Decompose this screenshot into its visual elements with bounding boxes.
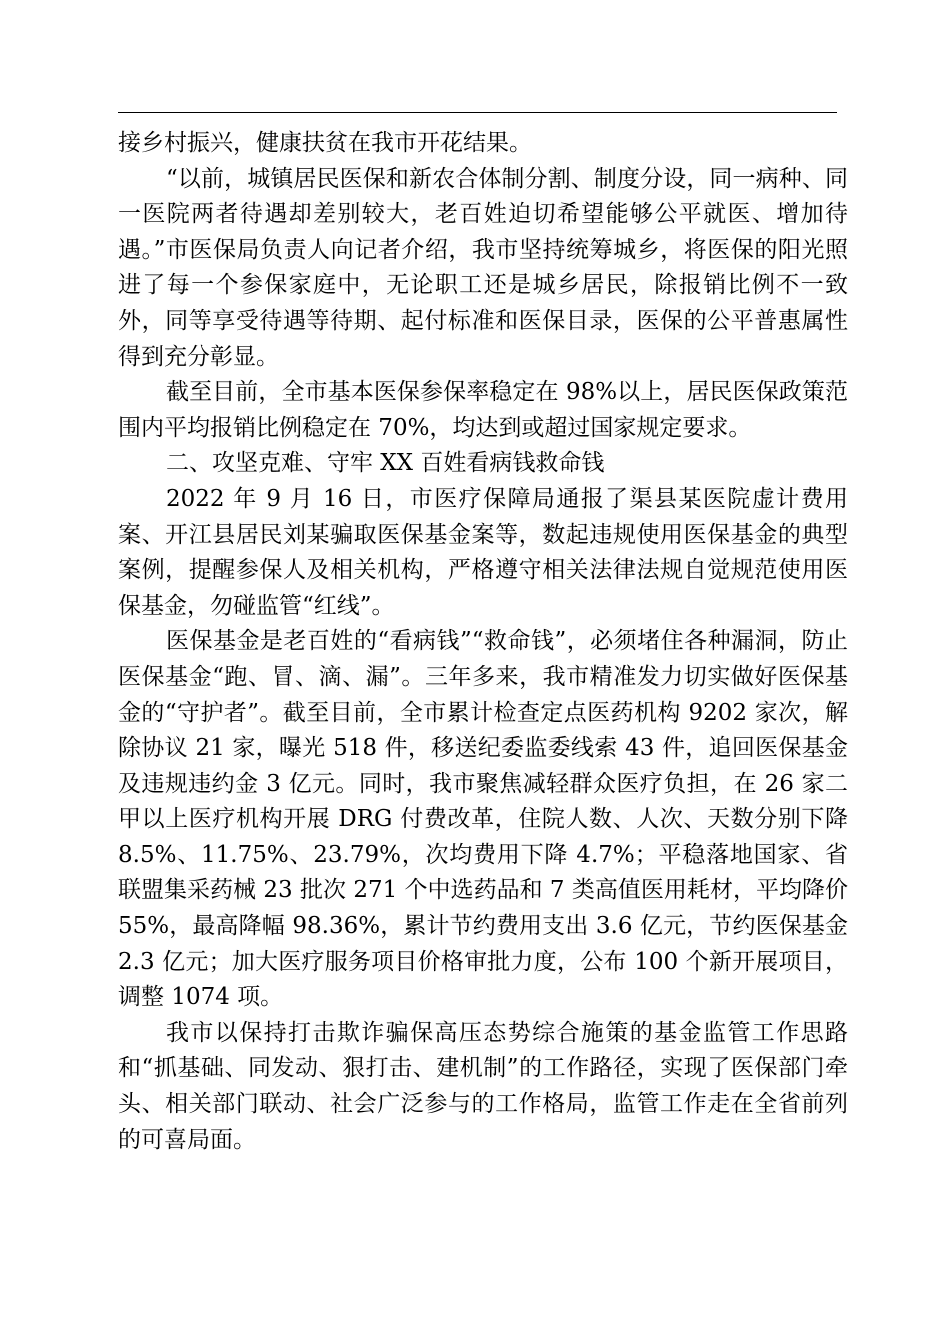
paragraph-supervision: 我市以保持打击欺诈骗保高压态势综合施策的基金监管工作思路和“抓基础、同发动、狠打击、建机制”的工作路径，实现了医保部门牵头、相关部门联动、社会广泛参与的工作格局，监管工作走在全省前列的可喜局面。 bbox=[118, 1019, 848, 1153]
section-heading: 二、攻坚克难、守牢 XX 百姓看病钱救命钱 bbox=[166, 450, 605, 477]
paragraph-fund-protection: 医保基金是老百姓的“看病钱”“救命钱”，必须堵住各种漏洞，防止医保基金“跑、冒、滴、漏”。三年多来，我市精准发力切实做好医保基金的“守护者”。截至目前，全市累计检查定点医药机构 9202 家次，解除协议 21 家，曝光 518 件，移送纪委监委线索 43 件，追回医保基金及违规违约金 3 亿元。同时，我市聚焦减轻群众医疗负担，在 26 家二甲以上医疗机构开展 DRG 付费改革，住院人数、人次、天数分别下降 8.5%、11.75%、23.79%，次均费用下降 4.7%；平稳落地国家、省联盟集采药械 23 批次 271 个中选药品和 7 类高值医用耗材，平均降价 55%，最高降幅 98.36%，累计节约费用支出 3.6 亿元，节约医保基金 2.3 亿元；加大医疗服务项目价格审批力度，公布 100 个新开展项目，调整 1074 项。 bbox=[118, 628, 848, 1011]
header-rule bbox=[118, 112, 837, 113]
paragraph-continuation: 接乡村振兴，健康扶贫在我市开花结果。 bbox=[118, 130, 532, 156]
paragraph-quote: “以前，城镇居民医保和新农合体制分割、制度分设，同一病种、同一医院两者待遇却差别较大，老百姓迫切希望能够公平就医、增加待遇。”市医保局负责人向记者介绍，我市坚持统筹城乡，将医保的阳光照进了每一个参保家庭中，无论职工还是城乡居民，除报销比例不一致外，同等享受待遇等待期、起付标准和医保目录，医保的公平普惠属性得到充分彰显。 bbox=[118, 165, 848, 370]
paragraph-coverage-rate: 截至目前，全市基本医保参保率稳定在 98%以上，居民医保政策范围内平均报销比例稳定在 70%，均达到或超过国家规定要求。 bbox=[118, 379, 848, 441]
document-body bbox=[118, 126, 848, 1158]
paragraph-case-report: 2022 年 9 月 16 日，市医疗保障局通报了渠县某医院虚计费用案、开江县居民刘某骗取医保基金案等，数起违规使用医保基金的典型案例，提醒参保人及相关机构，严格遵守相关法律法规自觉规范使用医保基金，勿碰监管“红线”。 bbox=[118, 485, 848, 619]
